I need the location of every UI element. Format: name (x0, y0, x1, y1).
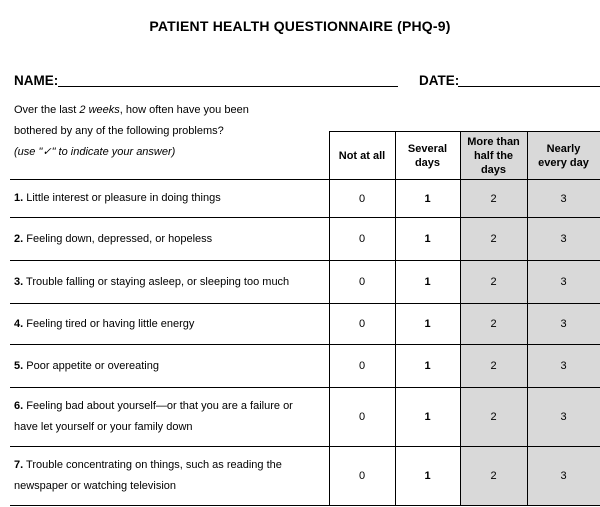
header-blank-cell (10, 132, 329, 180)
date-field[interactable] (458, 86, 600, 87)
answer-option[interactable]: 2 (460, 180, 527, 218)
answer-option[interactable]: 1 (395, 304, 460, 345)
question-line: Feeling tired or having little energy (26, 317, 195, 330)
answer-option[interactable]: 3 (527, 261, 600, 304)
answer-option[interactable]: 3 (527, 388, 600, 447)
question-row (10, 447, 600, 506)
column-header-line: days (414, 156, 441, 169)
answer-option[interactable]: 0 (329, 345, 395, 388)
page-title: PATIENT HEALTH QUESTIONNAIRE (PHQ-9) (149, 18, 451, 34)
answer-option[interactable]: 0 (329, 261, 395, 304)
question-line: Feeling down, depressed, or hopeless (26, 232, 213, 245)
column-header (395, 132, 460, 180)
question-number: 4. (14, 317, 24, 330)
instructions-line-1: Over the last 2 weeks, how often have you been (14, 104, 249, 116)
column-header-line: Not at all (338, 149, 386, 162)
answer-option[interactable]: 2 (460, 304, 527, 345)
question-number: 1. (14, 192, 24, 204)
date-label: DATE: (419, 73, 460, 88)
name-field[interactable] (58, 86, 398, 87)
name-label: NAME: (14, 73, 59, 88)
question-row (10, 261, 600, 304)
question-number: 2. (14, 232, 24, 245)
answer-option[interactable]: 0 (329, 304, 395, 345)
answer-option[interactable]: 3 (527, 180, 600, 218)
period-emphasis: 2 weeks (79, 104, 120, 116)
answer-option[interactable]: 2 (460, 345, 527, 388)
question-number: 6. (14, 400, 24, 412)
answer-option[interactable]: 1 (395, 388, 460, 447)
column-header-line: More than (467, 135, 520, 148)
questionnaire-table (10, 131, 600, 506)
question-line: have let yourself or your family down (14, 421, 193, 433)
question-row (10, 345, 600, 388)
question-row (10, 180, 600, 218)
answer-option[interactable]: 0 (329, 388, 395, 447)
question-text (10, 261, 329, 304)
answer-option[interactable]: 1 (395, 180, 460, 218)
column-header (527, 132, 600, 180)
question-number: 3. (14, 275, 24, 288)
answer-option[interactable]: 3 (527, 304, 600, 345)
answer-option[interactable]: 3 (527, 218, 600, 261)
answer-option[interactable]: 2 (460, 447, 527, 506)
column-header (460, 132, 527, 180)
answer-option[interactable]: 2 (460, 388, 527, 447)
column-header-line: days (480, 163, 507, 176)
answer-option[interactable]: 2 (460, 218, 527, 261)
question-line: Feeling bad about yourself—or that you are a failure or (26, 400, 293, 412)
answer-option[interactable]: 1 (395, 261, 460, 304)
instructions-line-3: (use "✓" to indicate your answer) (14, 146, 176, 158)
question-number: 7. (14, 459, 24, 471)
question-line: Little interest or pleasure in doing things (26, 192, 221, 204)
answer-option[interactable]: 0 (329, 447, 395, 506)
answer-option[interactable]: 0 (329, 180, 395, 218)
question-row (10, 304, 600, 345)
answer-option[interactable]: 0 (329, 218, 395, 261)
question-text (10, 388, 329, 447)
answer-option[interactable]: 2 (460, 261, 527, 304)
column-header-line: Several (407, 142, 448, 155)
question-number: 5. (14, 359, 24, 372)
answer-option[interactable]: 1 (395, 447, 460, 506)
column-header-line: Nearly (546, 142, 581, 155)
answer-option[interactable]: 1 (395, 345, 460, 388)
table-header-row (10, 132, 600, 180)
instructions-line-2: bothered by any of the following problems? (14, 125, 224, 137)
question-text (10, 345, 329, 388)
answer-option[interactable]: 3 (527, 345, 600, 388)
question-line: Trouble falling or staying asleep, or sleeping too much (26, 275, 290, 288)
column-header (329, 132, 395, 180)
question-row (10, 388, 600, 447)
question-text (10, 304, 329, 345)
question-text (10, 180, 329, 218)
question-line: newspaper or watching television (14, 480, 177, 492)
answer-option[interactable]: 1 (395, 218, 460, 261)
answer-option[interactable]: 3 (527, 447, 600, 506)
question-text (10, 218, 329, 261)
question-text (10, 447, 329, 506)
column-header-line: half the (473, 149, 514, 162)
question-line: Trouble concentrating on things, such as reading the (26, 459, 282, 471)
question-row (10, 218, 600, 261)
question-line: Poor appetite or overeating (26, 359, 159, 372)
column-header-line: every day (538, 156, 589, 169)
